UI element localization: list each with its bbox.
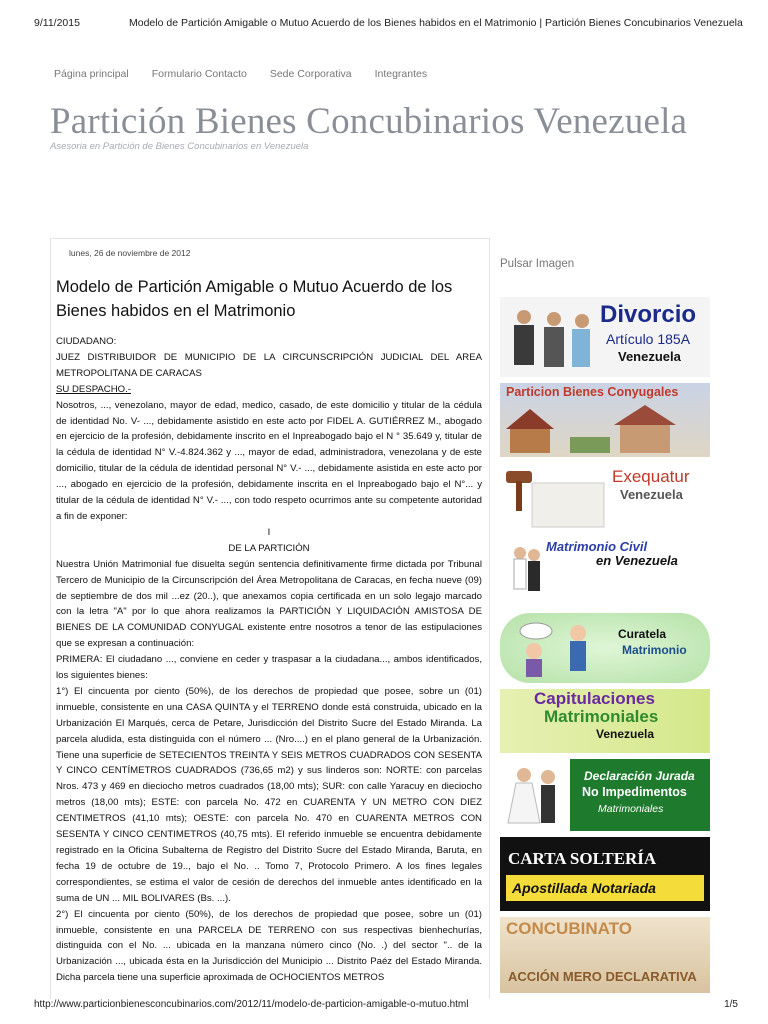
gavel-document-icon xyxy=(502,467,606,529)
banner-capitulaciones[interactable] xyxy=(500,689,710,753)
post-title[interactable]: Modelo de Partición Amigable o Mutuo Acuerdo de los Bienes habidos en el Matrimonio xyxy=(56,278,453,321)
banner-text: Apostillada Notariada xyxy=(512,880,656,896)
banner-carta-solteria[interactable] xyxy=(500,837,710,911)
wedding-couple-icon xyxy=(504,763,568,827)
banner-text: en Venezuela xyxy=(596,553,678,568)
banner-text: Venezuela xyxy=(618,349,681,364)
paragraph: Nosotros, ..., venezolano, mayor de edad, medico, casado, de este domicilio y titular de la cédula de identidad No. V- ..., debidamente asistido en este acto por FIDEL A. GUTIÉRREZ M., abogado en ejercicio de la profesión, debidamente inscrito en el Inpreabogado bajo el N ° 35.649 y, titular de la cédula de identidad N° V.-4.824.362 y ..., mayor de edad, administradora, venezolana y de este domicilio, titular de la cédula de identidad personal N° V.- ..., debidamente asistida en este acto por ..., abogado en ejercicio de la profesión, debidamente inscrita en el Inpreabogado bajo el N°... y titular de la cédula de identidad N° V.- ..., con todo respeto ocurrimos ante su competente autoridad a fin de exponer: xyxy=(56,399,482,522)
banner-particion-bienes[interactable] xyxy=(500,383,710,457)
post-date: lunes, 26 de noviembre de 2012 xyxy=(69,248,191,258)
houses-icon xyxy=(500,403,710,457)
banner-exequatur[interactable] xyxy=(500,463,710,533)
banner-text: CONCUBINATO xyxy=(506,919,632,938)
paragraph: JUEZ DISTRIBUIDOR DE MUNICIPIO DE LA CIRCUNSCRIPCIÓN JUDICIAL DEL AREA METROPOLITANA DE CARACAS xyxy=(56,351,482,379)
banner-text: Exequatur xyxy=(612,467,690,486)
sidebar-title: Pulsar Imagen xyxy=(500,258,575,270)
couple-icon xyxy=(506,543,546,603)
banner-text: Capitulaciones xyxy=(534,689,655,708)
nav-home[interactable]: Página principal xyxy=(54,68,129,80)
paragraph: Nuestra Unión Matrimonial fue disuelta según sentencia definitivamente firme dictada por Tribunal Tercero de Municipio de la Circunscripción del Área Metropolitana de Caracas, en fecha nueve (09) de septiembre de dos mil ...ez (20..), que anexamos copia certificada en un solo legajo marcado con la letra "A" por lo que ahora realizamos la PARTICIÓN Y LIQUIDACIÓN AMISTOSA DE BIENES DE LA COMUNIDAD CONYUGAL existente entre nosotros a tenor de las estipulaciones que se expresan a continuación: xyxy=(56,558,482,650)
top-navigation xyxy=(54,68,450,80)
site-title[interactable]: Partición Bienes Concubinarios Venezuela xyxy=(50,101,688,142)
nav-contact-form[interactable]: Formulario Contacto xyxy=(151,68,247,80)
cartoon-couple-icon xyxy=(508,619,598,679)
section-heading: DE LA PARTICIÓN xyxy=(228,542,310,554)
page-number: 1/5 xyxy=(724,999,738,1010)
paragraph: 1°) El cincuenta por ciento (50%), de los derechos de propiedad que posee, sobre un (01) inmueble, consistente en una CASA QUINTA y el TERRENO donde está construida, ubicado en la Urbanización El Marqués, cerca de Petare, Jurisdicción del Distrito Sucre del Estado Miranda. La parcela aludida, esta distinguida con el número ... (Nro....) en el plano general de la Urbanización. Tiene una superficie de SETECIENTOS TREINTA Y SEIS METROS CUADRADOS CON SESENTA Y CINCO CENTÍMETROS CUADRADOS (736,65 m2) y sus linderos son: NORTE: con parcelas Nros. 473 y 469 en dieciocho metros cuadrados (18,00 mts); SUR: con calle Yaracuy en dieciocho metros (18,00 mts); ESTE: con parcela No. 472 en CUARENTA Y UN METRO CON DIEZ CENTIMETROS (41,10 mts); OESTE: con parcela No. 470 en CUARENTA METROS CON SESENTA Y CINCO CENTIMETROS (40,75 mts). El referido inmueble se encuentra debidamente registrado en la Oficina Subalterna de Registro del Distrito Sucre del Estado Miranda, Baruta, en fecha 19 de octubre de 19.., bajo el No. .. Tomo 7, Protocolo Primero. A los fines legales correspondientes, se estima el valor de cesión de derechos del inmueble antes identificado en la suma de UN ... MIL BOLIVARES (Bs. ...). xyxy=(56,685,482,904)
banner-text: Venezuela xyxy=(596,727,655,741)
banner-text: Declaración Jurada xyxy=(584,769,695,783)
banner-text: Curatela xyxy=(618,627,667,641)
print-url: http://www.particionbienesconcubinarios.com/2012/11/modelo-de-particion-amigable-o-mutuo.html xyxy=(34,999,469,1010)
print-date: 9/11/2015 xyxy=(34,17,80,29)
banner-text: No Impedimentos xyxy=(582,785,687,799)
banner-text: Matrimonio xyxy=(622,643,687,657)
banner-text: Matrimoniales xyxy=(544,707,659,726)
paragraph: SU DESPACHO.- xyxy=(56,383,131,395)
banner-text: Matrimoniales xyxy=(598,803,664,815)
banner-text: ACCIÓN MERO DECLARATIVA xyxy=(508,969,697,984)
paragraph: CIUDADANO: xyxy=(56,336,117,347)
blog-post xyxy=(50,238,490,999)
sidebar xyxy=(500,258,712,999)
banner-declaracion-jurada[interactable] xyxy=(500,759,710,831)
paragraph: PRIMERA: El ciudadano ..., conviene en ceder y traspasar a la ciudadana..., ambos identificados, los siguientes bienes: xyxy=(56,654,482,682)
banner-concubinato[interactable] xyxy=(500,917,710,993)
paragraph: 2°) El cincuenta por ciento (50%), de los derechos de propiedad que posee, sobre un (01) inmueble, consistente en una PARCELA DE TERRENO con sus respectivas bienhechurías, distinguida con el No. ... ubicada en la manzana número cinco (No. .) del sector ".. de la Urbanización ..., ubicada ésta en la Jurisdicción del Municipio ... Distrito Paéz del Estado Miranda. Dicha parcela tiene una superficie aproximada de OCHOCIENTOS METROS xyxy=(56,908,482,984)
banner-text: Particion Bienes Conyugales xyxy=(506,385,679,399)
post-body xyxy=(56,334,482,986)
banner-text: Artículo 185A xyxy=(606,331,691,347)
banner-text: Divorcio xyxy=(600,301,697,328)
banner-matrimonio-civil[interactable] xyxy=(500,539,710,607)
banner-text: Matrimonio Civil xyxy=(546,539,648,554)
section-number: I xyxy=(267,526,271,538)
banner-text: CARTA SOLTERÍA xyxy=(508,849,657,868)
nav-corporate-office[interactable]: Sede Corporativa xyxy=(269,68,352,80)
site-description: Asesoria en Partición de Bienes Concubinarios en Venezuela xyxy=(50,141,309,152)
people-icon xyxy=(504,307,594,373)
print-page-title: Modelo de Partición Amigable o Mutuo Acuerdo de los Bienes habidos en el Matrimonio | Partición Bienes Concubinarios Venezuela xyxy=(129,17,743,29)
banner-curatela[interactable] xyxy=(500,613,710,683)
nav-members[interactable]: Integrantes xyxy=(374,68,428,80)
banner-text: Venezuela xyxy=(620,487,683,502)
banner-divorcio[interactable] xyxy=(500,297,710,377)
